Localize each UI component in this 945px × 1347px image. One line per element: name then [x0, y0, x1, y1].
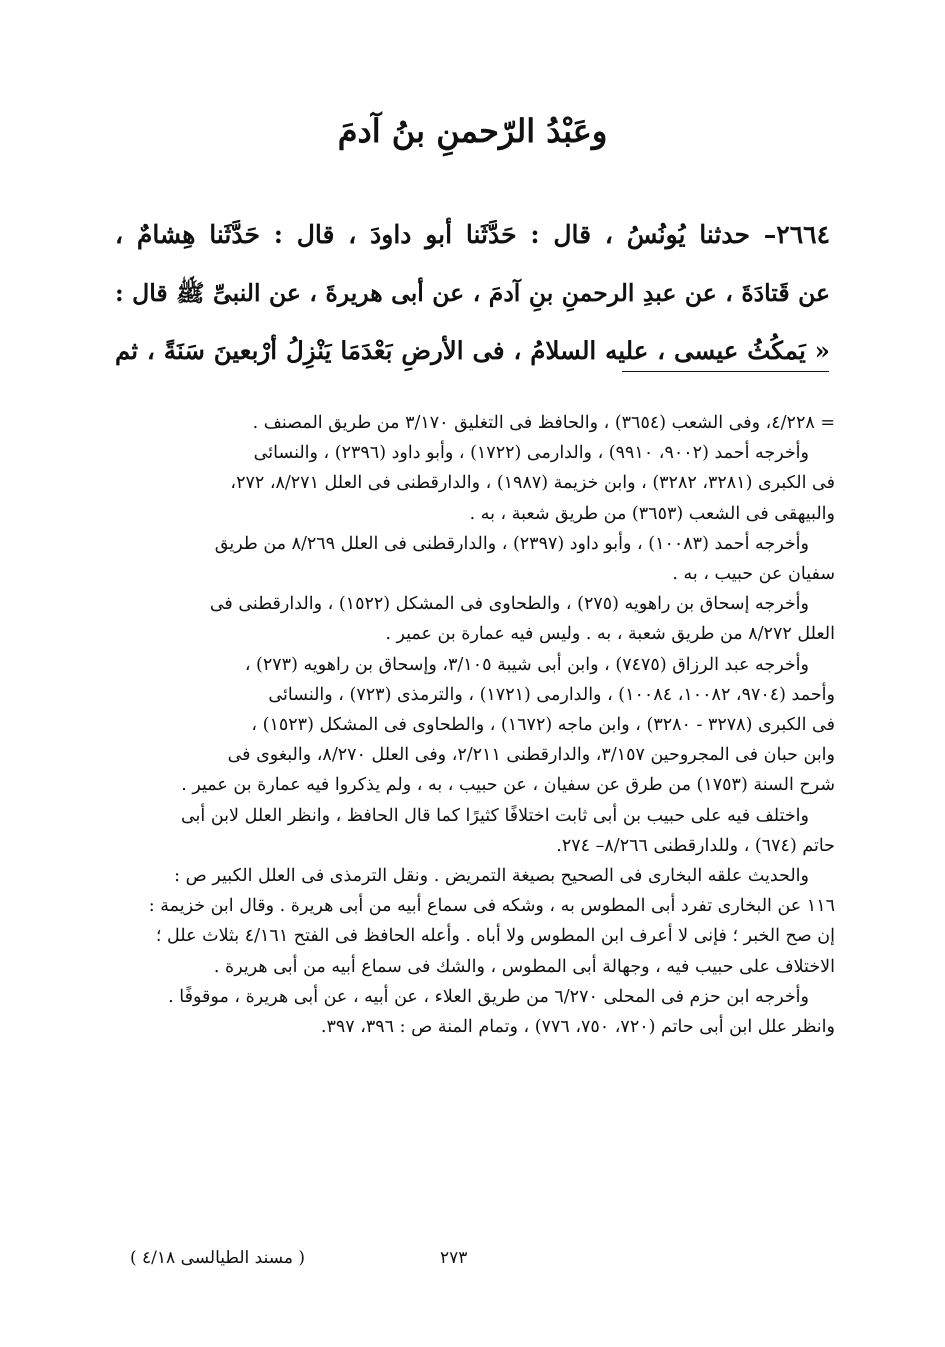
- footnote-line: حاتم (٦٧٤) ، وللدارقطنى ٨/٢٦٦– ٢٧٤.: [556, 835, 835, 856]
- footnote-line: فى الكبرى (٣٢٧٨ - ٣٢٨٠) ، وابن ماجه (١٦٧٢) ، والطحاوى فى المشكل (١٥٢٣) ،: [251, 715, 835, 736]
- footnotes: [110, 408, 835, 1042]
- footnote-line: الاختلاف على حبيب فيه ، وجهالة أبى المطوس ، والشك فى سماع أبيه من أبى هريرة .: [213, 956, 835, 977]
- footnote-line: وأخرجه أحمد (١٠٠٨٣) ، وأبو داود (٢٣٩٧) ، والدارقطنى فى العلل ٨/٢٦٩ من طريق: [214, 533, 809, 554]
- chapter-heading: وعَبْدُ الرّحمنِ بنُ آدمَ: [337, 112, 608, 150]
- footnote-line: وأخرجه ابن حزم فى المحلى ٦/٢٧٠ من طريق العلاء ، عن أبيه ، عن أبى هريرة ، موقوفًا .: [168, 986, 809, 1007]
- footnote-line: فى الكبرى (٣٢٨١، ٣٢٨٢) ، وابن خزيمة (١٩٨٧) ، والدارقطنى فى العلل ٨/٢٧١، ٢٧٢،: [230, 473, 835, 494]
- footnote-line: إن صح الخبر ؛ فإنى لا أعرف ابن المطوس ولا أباه . وأعله الحافظ فى الفتح ٤/١٦١ بثلاث علل ؛: [155, 926, 835, 947]
- running-footer: ( مسند الطيالسى ٤/١٨ ): [130, 1248, 306, 1268]
- footnote-line: واختلف فيه على حبيب بن أبى ثابت اختلافًا كثيرًا كما قال الحافظ ، وانظر العلل لابن أبى: [180, 805, 809, 826]
- hadith-text: [115, 206, 830, 380]
- footnote-line: وانظر علل ابن أبى حاتم (٧٢٠، ٧٥٠، ٧٧٦) ، وتمام المنة ص : ٣٩٦، ٣٩٧.: [320, 1017, 835, 1038]
- footnote-line: والبيهقى فى الشعب (٣٦٥٣) من طريق شعبة ، به .: [469, 503, 835, 524]
- footnote-line: وابن حبان فى المجروحين ٣/١٥٧، والدارقطنى ٢/٢١١، وفى العلل ٨/٢٧٠، والبغوى فى: [227, 745, 835, 766]
- footnote-line: وأخرجه أحمد (٩٠٠٢، ٩٩١٠) ، والدارمى (١٧٢٢) ، وأبو داود (٢٣٩٦) ، والنسائى: [253, 443, 809, 464]
- footnote-line: شرح السنة (١٧٥٣) من طرق عن سفيان ، عن حبيب ، به ، ولم يذكروا فيه عمارة بن عمير .: [181, 775, 835, 796]
- footnote-line: ١١٦ عن البخارى تفرد أبى المطوس به ، وشكه فى سماع أبيه من أبى هريرة . وقال ابن خزيمة :: [148, 896, 835, 917]
- footnote-line: = ٤/٢٢٨، وفى الشعب (٣٦٥٤) ، والحافظ فى التغليق ٣/١٧٠ من طريق المصنف .: [252, 413, 835, 433]
- footnote-line: سفيان عن حبيب ، به .: [672, 564, 835, 585]
- hadith-line: عن قَتادَةَ ، عن عبدِ الرحمنِ بنِ آدمَ ، عن أبى هريرةَ ، عن النبىِّ ﷺ قال :: [115, 279, 830, 307]
- footnote-line: وأخرجه إسحاق بن راهويه (٢٧٥) ، والطحاوى فى المشكل (١٥٢٢) ، والدارقطنى فى: [209, 594, 809, 615]
- footnote-line: العلل ٨/٢٧٢ من طريق شعبة ، به . وليس فيه عمارة بن عمير .: [385, 624, 835, 645]
- hadith-line: « يَمكُثُ عيسى ، عليه السلامُ ، فى الأرضِ بَعْدَمَا يَنْزِلُ أرْبعينَ سَنَةً ، ثم: [115, 336, 830, 365]
- page-footer: [0, 1248, 945, 1278]
- hadith-line: ٢٦٦٤– حدثنا يُونُسُ ، قال : حَدَّثَنا أبو داودَ ، قال : حَدَّثَنا هِشامٌ ،: [115, 220, 830, 249]
- footnote-line: والحديث علقه البخارى فى الصحيح بصيغة التمريض . ونقل الترمذى فى العلل الكبير ص :: [174, 866, 809, 887]
- footnote-line: وأخرجه عبد الرزاق (٧٤٧٥) ، وابن أبى شيبة ٣/١٠٥، وإسحاق بن راهويه (٢٧٣) ،: [244, 654, 809, 675]
- footnote-line: وأحمد (٩٧٠٤، ١٠٠٨٢، ١٠٠٨٤) ، والدارمى (١٧٢١) ، والترمذى (٧٢٣) ، والنسائى: [268, 684, 835, 705]
- page-number: ٢٧٣: [440, 1248, 468, 1268]
- footnote-separator: [622, 371, 829, 372]
